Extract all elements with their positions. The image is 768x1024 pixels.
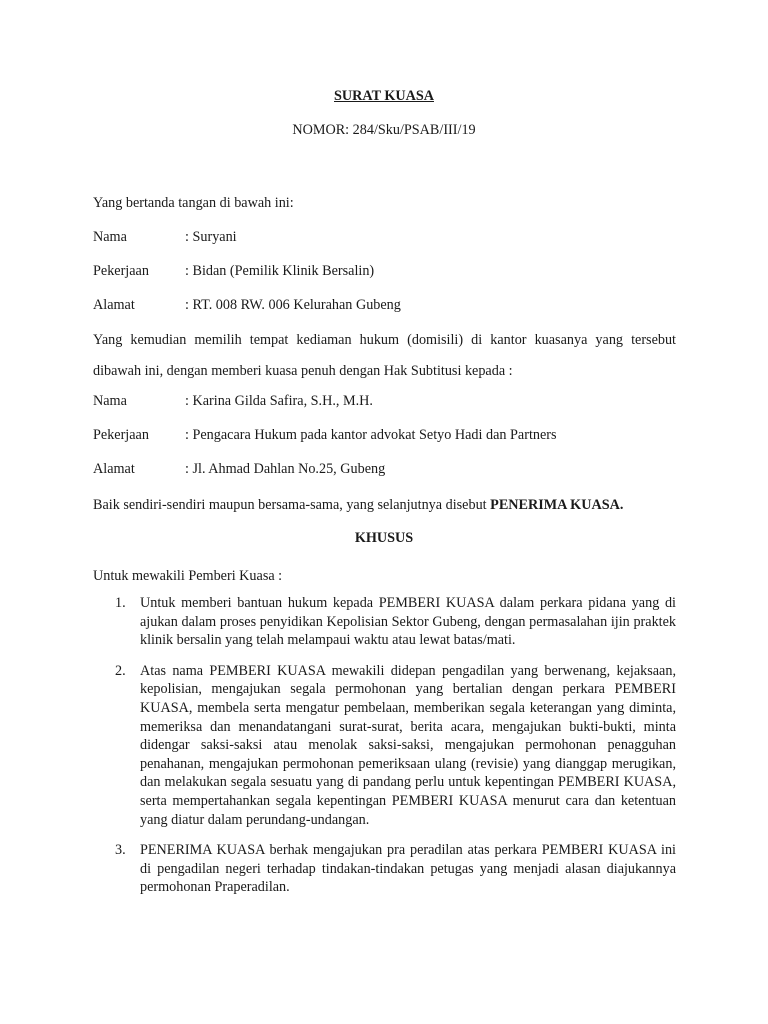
list-item <box>93 594 676 650</box>
list-item-text: Untuk memberi bantuan hukum kepada PEMBERI KUASA dalam perkara pidana yang di ajukan dalam proses penyidikan Kepolisian Sektor Gubeng, dengan permasalahan ijin praktek klinik bersalin yang telah melampaui waktu atau lewat batas/mati. <box>140 595 676 649</box>
untuk-text: Untuk mewakili Pemberi Kuasa : <box>93 568 283 584</box>
penerima-nama-value: : Karina Gilda Safira, S.H., M.H. <box>185 393 373 409</box>
list-item-number: 3. <box>115 842 126 859</box>
domisili-paragraph: Yang kemudian memilih tempat kediaman hukum (domisili) di kantor kuasanya yang tersebut dibawah ini, dengan memberi kuasa penuh dengan Hak Subtitusi kepada : <box>93 332 676 379</box>
khusus-heading: KHUSUS <box>354 530 414 546</box>
document-title: SURAT KUASA <box>334 88 434 104</box>
pemberi-pekerjaan-label: Pekerjaan <box>93 263 149 279</box>
list-item-number: 1. <box>115 595 126 611</box>
list-item-number: 2. <box>115 662 126 679</box>
penerima-pekerjaan-value: : Pengacara Hukum pada kantor advokat Setyo Hadi dan Partners <box>185 427 557 443</box>
selanjutnya-text: Baik sendiri-sendiri maupun bersama-sama, yang selanjutnya disebut <box>93 497 491 513</box>
document-number: NOMOR: 284/Sku/PSAB/III/19 <box>292 122 476 138</box>
selanjutnya-paragraph <box>93 497 623 514</box>
list-item <box>93 841 676 897</box>
pemberi-alamat-label: Alamat <box>93 297 135 313</box>
kuasa-items-list <box>93 594 676 909</box>
penerima-kuasa-bold: PENERIMA KUASA. <box>490 497 624 513</box>
intro-text: Yang bertanda tangan di bawah ini: <box>93 195 294 211</box>
penerima-alamat-value: : Jl. Ahmad Dahlan No.25, Gubeng <box>185 461 386 477</box>
pemberi-nama-value: : Suryani <box>185 229 237 245</box>
list-item-text: Atas nama PEMBERI KUASA mewakili didepan pengadilan yang berwenang, kejaksaan, kepolisian, mengajukan segala permohonan yang bertalian dengan perkara PEMBERI KUASA, membela serta mengatur pembelaan, memberikan segala keterangan yang diminta, memeriksa dan menandatangani surat-surat, berita acara, mengajukan bukti-bukti, minta didengar saksi-saksi atau menolak saksi-saksi, mengajukan permohonan penagguhan penahanan, mengajukan permohonan pemeriksaan ulang (revisie) yang dianggap merugikan, dan melakukan segala sesuatu yang di pandang perlu untuk kepentingan PEMBERI KUASA, serta mempertahankan segala kepentingan PEMBERI KUASA menurut cara dan ketentuan yang diatur dalam perundang-undangan. <box>140 662 676 828</box>
list-item <box>93 662 676 829</box>
pemberi-pekerjaan-value: : Bidan (Pemilik Klinik Bersalin) <box>185 263 375 279</box>
pemberi-nama-label: Nama <box>93 229 127 245</box>
penerima-pekerjaan-label: Pekerjaan <box>93 427 149 443</box>
pemberi-alamat-value: : RT. 008 RW. 006 Kelurahan Gubeng <box>185 297 401 313</box>
list-item-text: PENERIMA KUASA berhak mengajukan pra peradilan atas perkara PEMBERI KUASA ini di pengadilan negeri terhadap tindakan-tindakan petugas yang menjadi alasan diajukannya permohonan Praperadilan. <box>140 842 676 896</box>
penerima-alamat-label: Alamat <box>93 461 135 477</box>
penerima-nama-label: Nama <box>93 393 127 409</box>
